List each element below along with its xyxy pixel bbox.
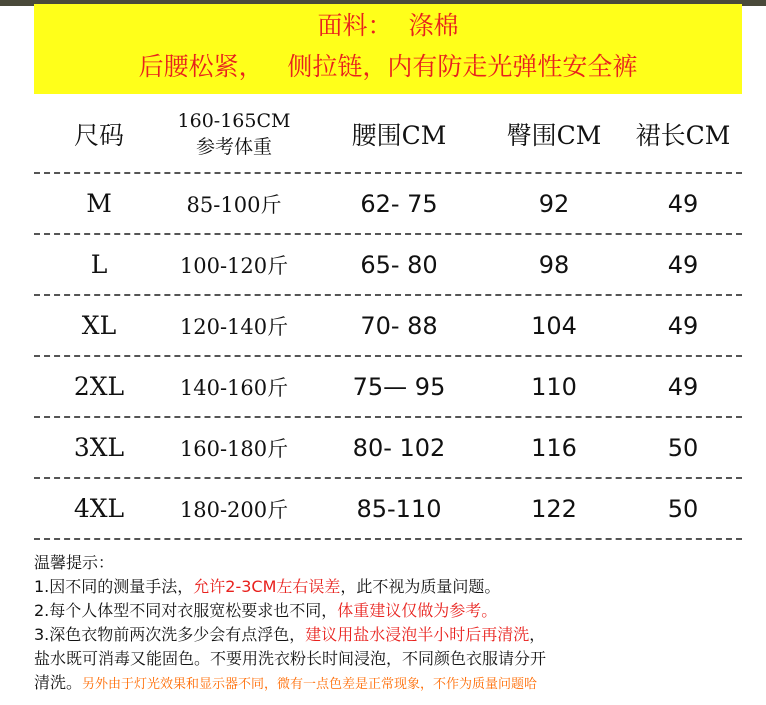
note-washing-end xyxy=(34,671,754,697)
note-text: 2.每个人体型不同对衣服宽松要求也不同， xyxy=(34,601,338,620)
weight-cell: 120-140斤 xyxy=(179,314,289,339)
header-waist: 腰围CM xyxy=(351,121,447,150)
header-weight-label: 参考体重 xyxy=(195,136,272,158)
table-row xyxy=(34,235,742,296)
note-measurement xyxy=(34,575,754,599)
size-cell: M xyxy=(86,189,112,218)
table-row xyxy=(34,418,742,479)
hip-cell: 92 xyxy=(538,189,570,218)
waist-cell: 70- 88 xyxy=(360,311,438,340)
size-cell: XL xyxy=(81,311,117,340)
note-text: ，此不视为质量问题。 xyxy=(340,577,501,596)
notes-title: 温馨提示： xyxy=(34,553,115,572)
header-weight-height: 160-165CM xyxy=(177,110,291,132)
note-text: 清洗。 xyxy=(34,673,83,692)
length-cell: 50 xyxy=(667,433,699,462)
weight-cell: 160-180斤 xyxy=(179,436,289,461)
weight-cell: 180-200斤 xyxy=(179,497,289,522)
note-highlight: 允许2-3CM左右误差 xyxy=(193,577,341,596)
header-length: 裙长CM xyxy=(635,121,731,150)
note-highlight: 体重建议仅做为参考。 xyxy=(337,601,498,620)
size-cell: L xyxy=(90,250,108,279)
hip-cell: 98 xyxy=(538,250,570,279)
length-cell: 49 xyxy=(667,311,699,340)
design-features-text: 后腰松紧， 侧拉链，内有防走光弹性安全裤 xyxy=(138,52,638,81)
weight-cell: 100-120斤 xyxy=(179,253,289,278)
weight-cell: 140-160斤 xyxy=(179,375,289,400)
note-text: ， xyxy=(529,625,546,644)
size-table xyxy=(34,96,742,540)
length-cell: 50 xyxy=(667,494,699,523)
waist-cell: 80- 102 xyxy=(352,433,446,462)
waist-cell: 85-110 xyxy=(356,494,442,523)
header-hip: 臀围CM xyxy=(506,121,602,150)
length-cell: 49 xyxy=(667,189,699,218)
note-color-disclaimer: 另外由于灯光效果和显示器不同，微有一点色差是正常现象，不作为质量问题哈 xyxy=(82,677,538,692)
hip-cell: 104 xyxy=(531,311,577,340)
hip-cell: 110 xyxy=(531,372,577,401)
waist-cell: 62- 75 xyxy=(360,189,438,218)
note-washing xyxy=(34,623,754,647)
length-cell: 49 xyxy=(667,250,699,279)
hip-cell: 116 xyxy=(531,433,577,462)
note-weight xyxy=(34,599,754,623)
size-cell: 4XL xyxy=(73,494,125,523)
note-text: 1.因不同的测量手法， xyxy=(34,577,194,596)
header-size: 尺码 xyxy=(73,121,124,150)
note-text: 3.深色衣物前两次洗多少会有点浮色， xyxy=(34,625,306,644)
size-cell: 3XL xyxy=(73,433,125,462)
care-notes xyxy=(34,551,754,697)
length-cell: 49 xyxy=(667,372,699,401)
table-row xyxy=(34,357,742,418)
note-washing-cont: 盐水既可消毒又能固色。不要用洗衣粉长时间浸泡，不同颜色衣服请分开 xyxy=(34,649,547,668)
size-cell: 2XL xyxy=(73,372,125,401)
table-row xyxy=(34,479,742,540)
note-highlight: 建议用盐水浸泡半小时后再清洗 xyxy=(305,625,530,644)
table-row xyxy=(34,174,742,235)
weight-cell: 85-100斤 xyxy=(186,192,282,217)
waist-cell: 75— 95 xyxy=(352,372,446,401)
hip-cell: 122 xyxy=(531,494,577,523)
fabric-info-text: 面料： 涤棉 xyxy=(317,11,459,40)
waist-cell: 65- 80 xyxy=(360,250,438,279)
fabric-banner xyxy=(34,4,742,94)
table-header-row xyxy=(34,96,742,174)
table-row xyxy=(34,296,742,357)
header-weight xyxy=(154,96,314,172)
